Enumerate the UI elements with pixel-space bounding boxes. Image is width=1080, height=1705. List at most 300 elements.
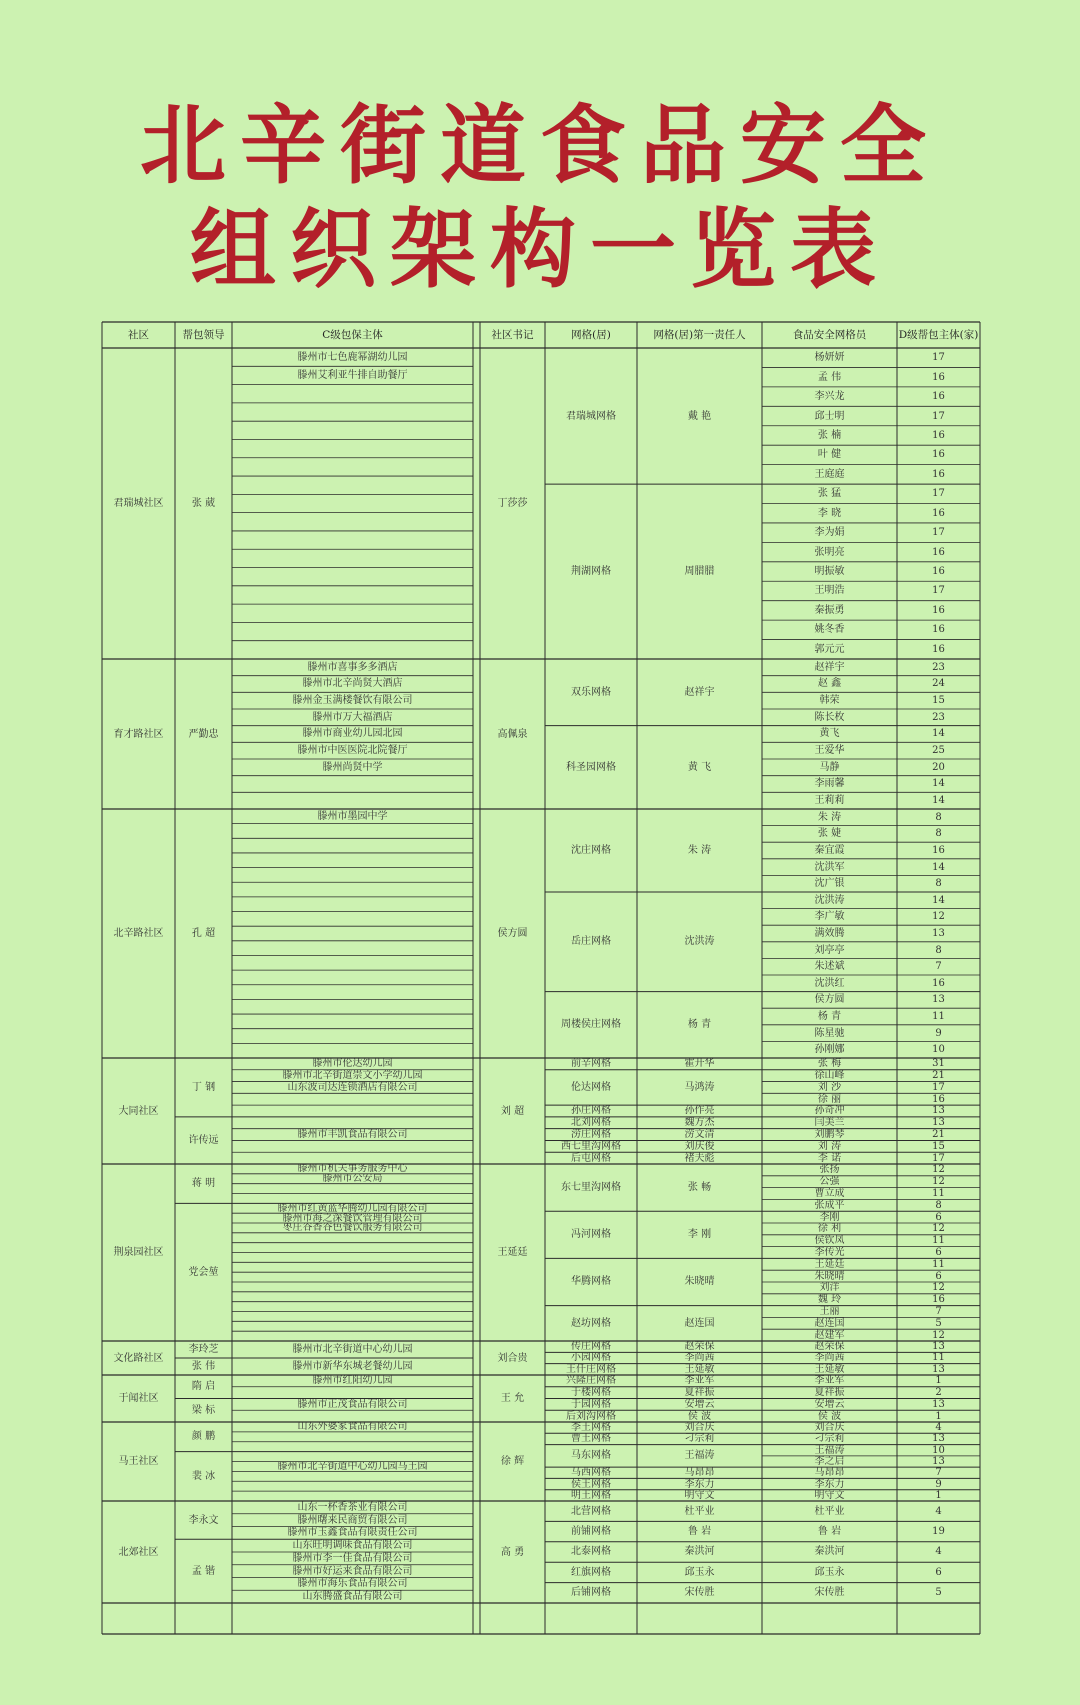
header-cell: 社区书记 [491, 328, 534, 341]
c-level-subject: 滕州市红黄蓝华腾幼儿园有限公司 [277, 1203, 428, 1214]
c-level-subject [232, 1093, 473, 1105]
grid-member-name: 叶 健 [817, 449, 842, 461]
community-secretary: 高 勇 [500, 1546, 525, 1558]
c-level-subject: 滕州市北辛尚贤大酒店 [302, 678, 403, 690]
grid-head: 赵荣保 [684, 1341, 715, 1353]
c-level-subject [232, 622, 473, 640]
d-level-count: 16 [932, 844, 945, 856]
grid-member-name: 安增云 [814, 1398, 845, 1410]
grid-member-name: 李为娟 [814, 527, 845, 539]
d-level-count: 7 [935, 1467, 942, 1479]
c-level-subject [232, 882, 473, 897]
c-level-subject [232, 385, 473, 403]
c-level-subject [232, 897, 473, 912]
grid-head: 刁宗莉 [684, 1433, 715, 1445]
d-level-count: 14 [932, 778, 945, 790]
grid-name: 沈庄网格 [571, 845, 611, 856]
grid-member-name: 侯方圆 [814, 994, 845, 1006]
grid-name: 涝庄网格 [571, 1129, 611, 1141]
grid-name: 孙庄网格 [571, 1105, 611, 1117]
grid-head: 涝文清 [684, 1129, 715, 1141]
d-level-count: 7 [935, 961, 942, 973]
grid-member-name: 侯钦凤 [814, 1235, 845, 1247]
grid-name: 李王网格 [571, 1422, 611, 1434]
community-secretary: 侯方圆 [497, 928, 528, 939]
grid-member-name: 刘亭亭 [814, 944, 845, 956]
grid-member-name: 李亚军 [814, 1375, 845, 1387]
c-level-subject: 滕州市红阳幼儿园 [312, 1375, 393, 1387]
grid-head: 明守文 [684, 1489, 715, 1501]
d-level-count: 12 [932, 1176, 945, 1188]
community-secretary: 刘 超 [500, 1105, 525, 1117]
c-level-subject [232, 549, 473, 567]
d-level-count: 8 [935, 1199, 942, 1211]
c-level-subject: 滕州市海之深餐饮管理有限公司 [282, 1213, 423, 1223]
c-level-subject [232, 970, 473, 985]
leader-name: 梁 标 [191, 1404, 216, 1416]
header-cell: D级帮包主体(家) [898, 328, 979, 341]
grid-member-name: 明振敏 [814, 566, 845, 578]
grid-member-name: 张 梅 [817, 1058, 842, 1070]
c-level-subject [232, 955, 473, 970]
d-level-count: 7 [935, 1305, 942, 1317]
d-level-count: 25 [932, 745, 945, 757]
d-level-count: 16 [932, 1294, 945, 1306]
grid-member-name: 徐 丽 [817, 1093, 842, 1105]
d-level-count: 16 [932, 429, 945, 441]
c-level-subject [232, 1233, 473, 1243]
grid-head: 李尚茜 [684, 1352, 715, 1364]
community-name: 大同社区 [118, 1105, 159, 1117]
d-level-count: 8 [935, 878, 942, 890]
d-level-count: 1 [935, 1410, 942, 1422]
grid-name: 明王网格 [571, 1489, 611, 1501]
c-level-subject: 滕州市商业幼儿园北园 [302, 728, 403, 740]
grid-name: 马东网格 [571, 1450, 611, 1462]
grid-head: 赵祥宇 [684, 686, 715, 698]
grid-head: 李 刚 [687, 1229, 712, 1241]
grid-head: 朱晓晴 [684, 1276, 715, 1288]
c-level-subject: 滕州市北辛街道崇文小学幼儿园 [282, 1070, 423, 1082]
grid-head: 杨 青 [687, 1019, 712, 1031]
grid-name: 后刘沟网格 [566, 1410, 616, 1422]
grid-member-name: 邱士明 [814, 410, 845, 422]
c-level-subject: 山东旺明调味食品有限公司 [292, 1540, 413, 1552]
c-level-subject: 滕州市新华东城老餐幼儿园 [292, 1361, 413, 1372]
grid-member-name: 张扬 [819, 1164, 840, 1176]
c-level-subject: 滕州市正茂食品有限公司 [297, 1398, 408, 1410]
leader-name: 李玲芝 [188, 1344, 219, 1355]
d-level-count: 21 [932, 1129, 945, 1141]
grid-member-name: 夏祥振 [814, 1387, 845, 1399]
grid-name: 周楼侯庄网格 [561, 1019, 621, 1031]
c-level-subject [232, 1014, 473, 1029]
d-level-count: 23 [932, 661, 945, 673]
d-level-count: 6 [935, 1246, 942, 1258]
c-level-subject: 滕州市中医医院北院餐厅 [297, 745, 408, 757]
grid-head: 刘合庆 [684, 1422, 715, 1434]
c-level-subject: 滕州市公安局 [322, 1173, 383, 1184]
d-level-count: 16 [932, 507, 945, 519]
grid-member-name: 韩荣 [819, 695, 840, 707]
c-level-subject [232, 776, 473, 793]
c-level-subject [232, 513, 473, 531]
c-level-subject [232, 792, 473, 809]
d-level-count: 5 [935, 1587, 942, 1599]
grid-member-name: 姚冬香 [814, 624, 845, 636]
c-level-subject [232, 1410, 473, 1422]
grid-member-name: 李 诺 [817, 1152, 842, 1164]
grid-member-name: 孟 伟 [817, 371, 842, 383]
header-cell: 社区 [128, 328, 149, 341]
d-level-count: 16 [932, 604, 945, 616]
c-level-subject [232, 641, 473, 659]
grid-member-name: 魏 玲 [817, 1294, 842, 1306]
community-secretary: 丁莎莎 [497, 498, 528, 509]
d-level-count: 20 [932, 761, 945, 773]
grid-member-name: 李传光 [814, 1246, 845, 1258]
d-level-count: 11 [932, 1010, 945, 1022]
leader-name: 张 葳 [191, 498, 216, 509]
d-level-count: 9 [935, 1478, 942, 1490]
grid-head: 安增云 [684, 1398, 715, 1410]
grid-head: 鲁 岩 [687, 1526, 712, 1538]
d-level-count: 10 [932, 1044, 945, 1056]
c-level-subject: 滕州市丰凯食品有限公司 [297, 1129, 408, 1141]
d-level-count: 17 [932, 1081, 945, 1093]
d-level-count: 4 [935, 1546, 942, 1558]
d-level-count: 21 [932, 1070, 945, 1082]
c-level-subject: 山东波司达连锁酒店有限公司 [287, 1081, 418, 1093]
grid-member-name: 张 婕 [817, 828, 842, 840]
d-level-count: 13 [932, 1455, 945, 1467]
c-level-subject [232, 926, 473, 941]
grid-member-name: 沈洪红 [814, 977, 845, 989]
grid-member-name: 侯 波 [817, 1410, 842, 1422]
grid-name: 岳庄网格 [571, 936, 611, 948]
leader-name: 严勤忠 [188, 728, 219, 740]
grid-head: 杜平业 [684, 1505, 715, 1517]
d-level-count: 6 [935, 1566, 942, 1578]
grid-member-name: 刘 涛 [817, 1140, 842, 1152]
c-level-subject [232, 912, 473, 927]
grid-name: 侯王网格 [571, 1478, 611, 1490]
c-level-subject: 滕州金玉满楼餐饮有限公司 [292, 695, 413, 707]
c-level-subject [232, 1140, 473, 1152]
c-level-subject: 滕州市北辛街道中心幼儿园马王园 [277, 1461, 428, 1472]
grid-member-name: 刘鹏琴 [814, 1129, 845, 1141]
grid-name: 传庄网格 [571, 1341, 611, 1353]
leader-name: 蒋 明 [191, 1178, 216, 1190]
grid-name: 后铺网格 [571, 1587, 611, 1599]
grid-name: 荆湖网格 [571, 566, 611, 578]
grid-member-name: 王丽 [819, 1305, 840, 1317]
leader-name: 孟 锴 [191, 1565, 216, 1577]
grid-head: 孙作亮 [684, 1105, 715, 1117]
c-level-subject [232, 868, 473, 883]
d-level-count: 13 [932, 1117, 945, 1129]
c-level-subject [232, 1331, 473, 1341]
grid-member-name: 刁宗莉 [814, 1433, 845, 1445]
leader-name: 隋 启 [191, 1381, 216, 1393]
community-secretary: 刘合贵 [497, 1352, 528, 1364]
d-level-count: 6 [935, 1211, 942, 1223]
d-level-count: 4 [935, 1422, 942, 1434]
grid-member-name: 李雨馨 [814, 778, 845, 790]
community-name: 北辛路社区 [113, 928, 164, 939]
grid-name: 兴隆庄网格 [566, 1375, 616, 1387]
grid-member-name: 刘 沙 [817, 1081, 842, 1093]
c-level-subject: 山东外婆家食品有限公司 [297, 1422, 408, 1432]
grid-head: 秦洪河 [684, 1546, 715, 1558]
grid-member-name: 闫美兰 [814, 1117, 845, 1129]
c-level-subject [232, 1184, 473, 1194]
grid-head: 戴 艳 [687, 410, 712, 422]
c-level-subject [232, 1272, 473, 1282]
grid-member-name: 李尚茜 [814, 1352, 845, 1364]
grid-head: 霍开华 [684, 1058, 715, 1070]
grid-member-name: 朱述斌 [814, 961, 845, 973]
grid-member-name: 王莉莉 [814, 795, 845, 807]
grid-member-name: 徐 利 [817, 1223, 842, 1235]
grid-member-name: 李之启 [814, 1455, 845, 1467]
d-level-count: 13 [932, 1433, 945, 1445]
c-level-subject [232, 1491, 473, 1501]
d-level-count: 16 [932, 468, 945, 480]
grid-head: 马鸿涛 [684, 1081, 715, 1093]
c-level-subject [232, 985, 473, 1000]
c-level-subject: 滕州市玉鑫食品有限责任公司 [287, 1527, 418, 1539]
grid-member-name: 徐山峰 [814, 1070, 845, 1082]
c-level-subject [232, 604, 473, 622]
d-level-count: 4 [935, 1505, 942, 1517]
d-level-count: 16 [932, 546, 945, 558]
grid-member-name: 宋传胜 [814, 1587, 845, 1599]
c-level-subject: 滕州市好运来食品有限公司 [292, 1565, 413, 1577]
grid-member-name: 孙刚娜 [814, 1044, 845, 1056]
c-level-subject: 滕州市北辛街道中心幼儿园 [292, 1344, 413, 1355]
grid-name: 前辛网格 [571, 1058, 611, 1070]
d-level-count: 23 [932, 711, 945, 723]
grid-member-name: 黄飞 [819, 728, 840, 740]
c-level-subject [232, 824, 473, 839]
d-level-count: 16 [932, 391, 945, 403]
grid-name: 赵坊网格 [571, 1317, 611, 1329]
c-level-subject [232, 941, 473, 956]
d-level-count: 6 [935, 1270, 942, 1282]
c-level-subject [232, 853, 473, 868]
d-level-count: 2 [935, 1387, 942, 1399]
grid-name: 小园网格 [571, 1352, 611, 1364]
grid-member-name: 李 晓 [817, 507, 842, 519]
c-level-subject [232, 1194, 473, 1204]
d-level-count: 9 [935, 1027, 942, 1039]
header-cell: 网格(居) [571, 328, 611, 341]
grid-name: 前铺网格 [571, 1526, 611, 1538]
c-level-subject: 山东一杯香茶业有限公司 [297, 1501, 408, 1513]
grid-head: 张 畅 [687, 1182, 712, 1194]
d-level-count: 10 [932, 1444, 945, 1456]
grid-member-name: 沈洪军 [814, 861, 845, 873]
d-level-count: 12 [932, 1282, 945, 1294]
c-level-subject: 滕州市李一佳食品有限公司 [292, 1552, 413, 1564]
community-name: 荆泉园社区 [113, 1247, 164, 1258]
d-level-count: 12 [932, 1223, 945, 1235]
grid-member-name: 赵祥宇 [814, 661, 845, 673]
leader-name: 党会堃 [188, 1266, 219, 1278]
grid-name: 伦达网格 [571, 1081, 611, 1093]
grid-member-name: 朱晓晴 [814, 1270, 845, 1282]
grid-head: 邱玉永 [684, 1566, 715, 1578]
grid-member-name: 刘合庆 [814, 1422, 845, 1434]
grid-member-name: 马静 [819, 761, 840, 773]
c-level-subject [232, 1481, 473, 1491]
grid-member-name: 李兴龙 [814, 391, 845, 403]
grid-member-name: 赵建军 [814, 1329, 845, 1341]
grid-name: 北刘网格 [571, 1117, 611, 1129]
grid-name: 王仟庄网格 [566, 1363, 616, 1375]
d-level-count: 16 [932, 1093, 945, 1105]
grid-head: 赵连国 [684, 1317, 715, 1329]
grid-name: 双乐网格 [571, 686, 611, 698]
leader-name: 颜 鹏 [191, 1431, 216, 1443]
c-level-subject [232, 1452, 473, 1462]
c-level-subject [232, 439, 473, 457]
d-level-count: 13 [932, 1105, 945, 1117]
grid-head: 夏祥振 [684, 1387, 715, 1399]
grid-member-name: 沈洪涛 [814, 894, 845, 906]
d-level-count: 12 [932, 911, 945, 923]
header-cell: C级包保主体 [322, 328, 383, 341]
grid-member-name: 王延廷 [814, 1258, 845, 1270]
grid-member-name: 曹立成 [814, 1187, 845, 1199]
d-level-count: 11 [932, 1258, 945, 1270]
c-level-subject [232, 1302, 473, 1312]
grid-head: 周腊腊 [684, 566, 715, 578]
community-secretary: 高佩泉 [497, 728, 528, 740]
c-level-subject [232, 458, 473, 476]
header-cell: 网格(居)第一责任人 [653, 328, 746, 341]
grid-name: 红旗网格 [571, 1566, 611, 1578]
d-level-count: 17 [932, 1152, 945, 1164]
d-level-count: 16 [932, 624, 945, 636]
c-level-subject [232, 568, 473, 586]
d-level-count: 14 [932, 894, 945, 906]
d-level-count: 1 [935, 1489, 942, 1501]
grid-member-name: 刘洋 [819, 1282, 840, 1294]
c-level-subject: 滕州市机关事务服务中心 [297, 1164, 408, 1174]
community-name: 北郊社区 [118, 1546, 159, 1558]
grid-name: 西七里沟网格 [561, 1140, 621, 1152]
c-level-subject [232, 1152, 473, 1164]
d-level-count: 16 [932, 449, 945, 461]
grid-name: 于楼网格 [571, 1387, 611, 1399]
c-level-subject [232, 1442, 473, 1452]
grid-member-name: 赵荣保 [814, 1341, 845, 1353]
d-level-count: 16 [932, 566, 945, 578]
grid-head: 褚夫彪 [684, 1152, 715, 1164]
c-level-subject: 滕州艾利亚牛排自助餐厅 [297, 369, 408, 381]
grid-member-name: 赵 鑫 [817, 678, 842, 690]
d-level-count: 12 [932, 1329, 945, 1341]
d-level-count: 1 [935, 1375, 942, 1387]
d-level-count: 16 [932, 643, 945, 655]
d-level-count: 13 [932, 1341, 945, 1353]
d-level-count: 13 [932, 994, 945, 1006]
d-level-count: 15 [932, 695, 945, 707]
grid-name: 于园网格 [571, 1398, 611, 1410]
leader-name: 孔 超 [191, 928, 216, 939]
community-secretary: 王 允 [500, 1393, 525, 1404]
grid-member-name: 王延敏 [814, 1363, 845, 1375]
grid-head: 马昂昂 [684, 1467, 715, 1479]
grid-head: 沈洪涛 [684, 936, 715, 948]
c-level-subject [232, 999, 473, 1014]
c-level-subject [232, 403, 473, 421]
grid-head: 宋传胜 [684, 1587, 715, 1599]
header-cell: 帮包领导 [182, 328, 225, 341]
c-level-subject [232, 421, 473, 439]
d-level-count: 13 [932, 1398, 945, 1410]
d-level-count: 8 [935, 944, 942, 956]
grid-head: 刘庆俊 [684, 1140, 715, 1152]
grid-member-name: 李广敏 [814, 911, 845, 923]
leader-name: 裴 冰 [191, 1470, 216, 1482]
grid-member-name: 张 猛 [817, 488, 842, 500]
grid-member-name: 邱玉永 [814, 1566, 845, 1578]
c-level-subject: 滕州市伦达幼儿园 [312, 1058, 393, 1070]
grid-name: 君瑞城网格 [566, 410, 616, 422]
grid-member-name: 马昂昂 [814, 1467, 845, 1479]
grid-member-name: 秦宜霞 [814, 844, 845, 856]
d-level-count: 15 [932, 1140, 945, 1152]
d-level-count: 17 [932, 410, 945, 422]
c-level-subject [232, 1262, 473, 1272]
grid-member-name: 王庭庭 [814, 468, 845, 480]
community-name: 马王社区 [118, 1456, 159, 1467]
grid-member-name: 陈长枚 [814, 711, 845, 723]
grid-name: 东七里沟网格 [561, 1182, 621, 1194]
header-cell: 食品安全网格员 [792, 328, 867, 341]
grid-name: 科圣园网格 [566, 761, 616, 773]
c-level-subject [232, 1043, 473, 1058]
grid-head: 王福涛 [684, 1450, 715, 1462]
grid-head: 李亚军 [684, 1375, 715, 1387]
grid-member-name: 秦振勇 [814, 604, 845, 616]
grid-member-name: 满效腾 [814, 927, 845, 939]
grid-head: 李东力 [684, 1478, 715, 1490]
c-level-subject: 滕州市喜事多多酒店 [307, 661, 398, 673]
d-level-count: 14 [932, 728, 945, 740]
grid-member-name: 张明亮 [814, 546, 845, 558]
community-secretary: 王延廷 [497, 1247, 528, 1258]
c-level-subject [232, 1387, 473, 1399]
grid-head: 黄 飞 [687, 761, 712, 773]
grid-member-name: 郭元元 [814, 643, 845, 655]
grid-head: 王延敏 [684, 1363, 715, 1375]
d-level-count: 31 [932, 1058, 945, 1070]
community-name: 育才路社区 [113, 728, 164, 740]
grid-head: 魏方杰 [684, 1117, 715, 1129]
grid-member-name: 杨妍妍 [814, 352, 845, 364]
d-level-count: 17 [932, 488, 945, 500]
c-level-subject: 枣庄谷香谷色餐饮服务有限公司 [282, 1223, 423, 1233]
c-level-subject: 滕州市七色鹿幂湖幼儿园 [297, 351, 408, 363]
d-level-count: 14 [932, 861, 945, 873]
c-level-subject: 滕州曙来民商贸有限公司 [297, 1514, 408, 1526]
grid-member-name: 王明浩 [814, 585, 845, 597]
d-level-count: 16 [932, 371, 945, 383]
